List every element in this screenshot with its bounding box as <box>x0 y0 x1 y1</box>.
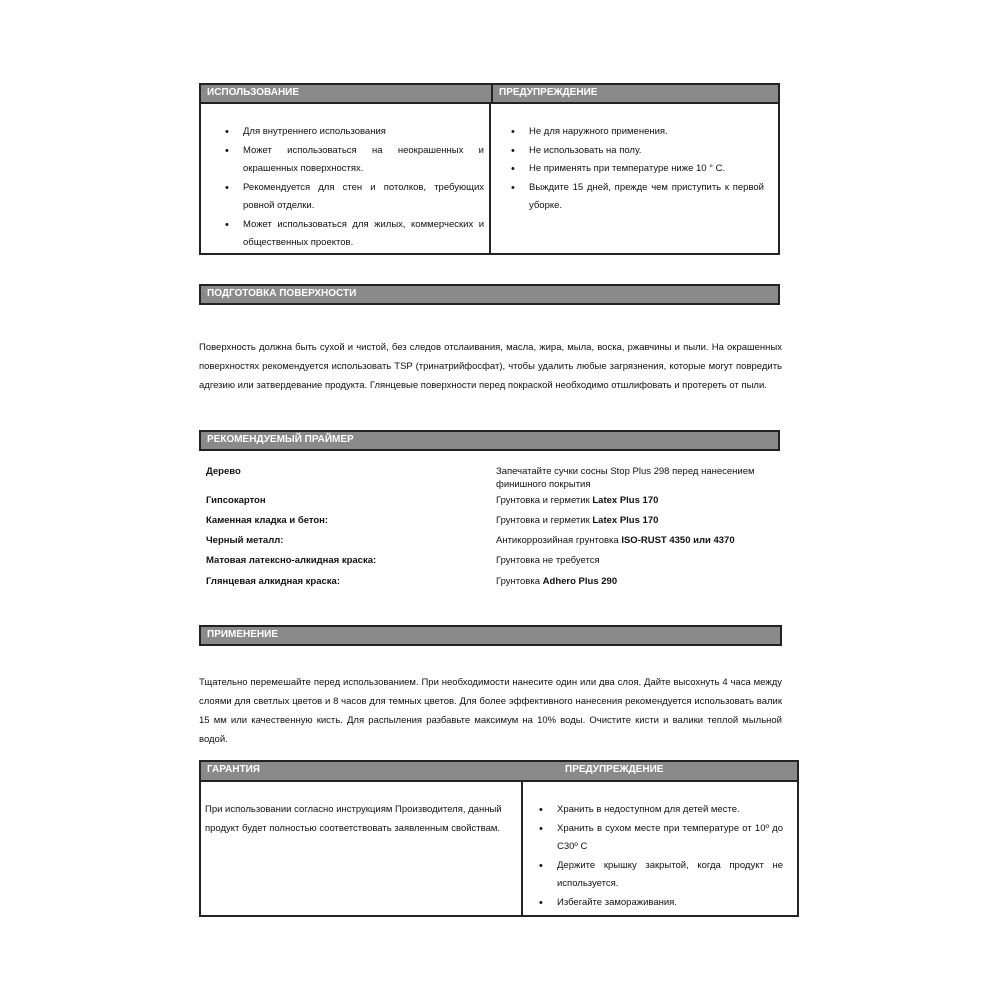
guarantee-warning-table <box>199 780 799 917</box>
primer-value: Грунтовка и герметик Latex Plus 170 <box>496 515 659 526</box>
warning-top-list <box>495 123 764 216</box>
warning-top-column <box>489 104 778 253</box>
list-item: • Избегайте замораживания. <box>523 894 783 913</box>
warning-bottom-column <box>521 782 797 915</box>
application-text: Тщательно перемешайте перед использованием. При необходимости нанесите один или два слоя. Дайте высохнуть 4 часа между слоями для светлых цветов и 8 часов для темных цветов. Для более эффективного нанесения рекомендуется использовать валик 15 мм или качественную кисть. Для распыления разбавьте максимум на 10% воды. Очистите кисти и валики теплой мыльной водой. <box>199 677 782 745</box>
list-item: • Выждите 15 дней, прежде чем приступить к первой уборке. <box>495 179 764 216</box>
usage-warning-header <box>199 83 780 104</box>
primer-label: Дерево <box>206 466 241 477</box>
guarantee-column <box>201 782 522 915</box>
warning-top-title: ПРЕДУПРЕЖДЕНИЕ <box>491 85 778 102</box>
primer-label: Матовая латексно-алкидная краска: <box>206 555 377 566</box>
warning-bottom-title: ПРЕДУПРЕЖДЕНИЕ <box>565 764 664 775</box>
primer-title: РЕКОМЕНДУЕМЫЙ ПРАЙМЕР <box>199 430 780 451</box>
primer-value: Грунтовка и герметик Latex Plus 170 <box>496 495 659 506</box>
guarantee-title: ГАРАНТИЯ <box>207 764 260 775</box>
usage-warning-table <box>199 102 780 255</box>
primer-label: Гипсокартон <box>206 495 266 506</box>
primer-value: Грунтовка не требуется <box>496 555 600 566</box>
list-item: • Не для наружного применения. <box>495 123 764 142</box>
warning-bottom-list <box>523 801 783 912</box>
primer-label: Каменная кладка и бетон: <box>206 515 329 526</box>
list-item: • Может использоваться для жилых, коммерческих и общественных проектов. <box>209 216 484 253</box>
usage-title: ИСПОЛЬЗОВАНИЕ <box>207 87 300 98</box>
primer-label: Черный металл: <box>206 535 284 546</box>
list-item: • Не использовать на полу. <box>495 142 764 161</box>
list-item: • Может использоваться на неокрашенных и окрашенных поверхностях. <box>209 142 484 179</box>
primer-label: Глянцевая алкидная краска: <box>206 576 341 587</box>
guarantee-text: При использовании согласно инструкциям Производителя, данный продукт будет полностью соответствовать заявленным свойствам. <box>205 804 502 834</box>
surface-text: Поверхность должна быть сухой и чистой, без следов отслаивания, масла, жира, мыла, воска, ржавчины и пыли. На окрашенных поверхностях рекомендуется использовать TSP (тринатрийфосфат), чтобы удалить любые загрязнения, которые могут повредить адгезию или затвердевание продукта. Глянцевые поверхности перед покраской необходимо отшлифовать и протереть от пыли. <box>199 342 782 391</box>
guarantee-warning-header <box>199 760 799 782</box>
primer-value: Антикоррозийная грунтовка ISO-RUST 4350 или 4370 <box>496 535 735 546</box>
list-item: • Хранить в недоступном для детей месте. <box>523 801 783 820</box>
primer-value: Запечатайте сучки сосны Stop Plus 298 перед нанесением финишного покрытия <box>496 466 755 490</box>
usage-column <box>201 104 490 253</box>
application-title: ПРИМЕНЕНИЕ <box>199 625 782 646</box>
list-item: • Рекомендуется для стен и потолков, требующих ровной отделки. <box>209 179 484 216</box>
list-item: • Не применять при температуре ниже 10 ° C. <box>495 160 764 179</box>
primer-value: Грунтовка Adhero Plus 290 <box>496 576 618 587</box>
list-item: • Держите крышку закрытой, когда продукт не используется. <box>523 857 783 894</box>
list-item: • Для внутреннего использования <box>209 123 484 142</box>
usage-list <box>209 123 484 253</box>
surface-title: ПОДГОТОВКА ПОВЕРХНОСТИ <box>199 284 780 305</box>
list-item: • Хранить в сухом месте при температуре от 10º до C30º C <box>523 820 783 857</box>
